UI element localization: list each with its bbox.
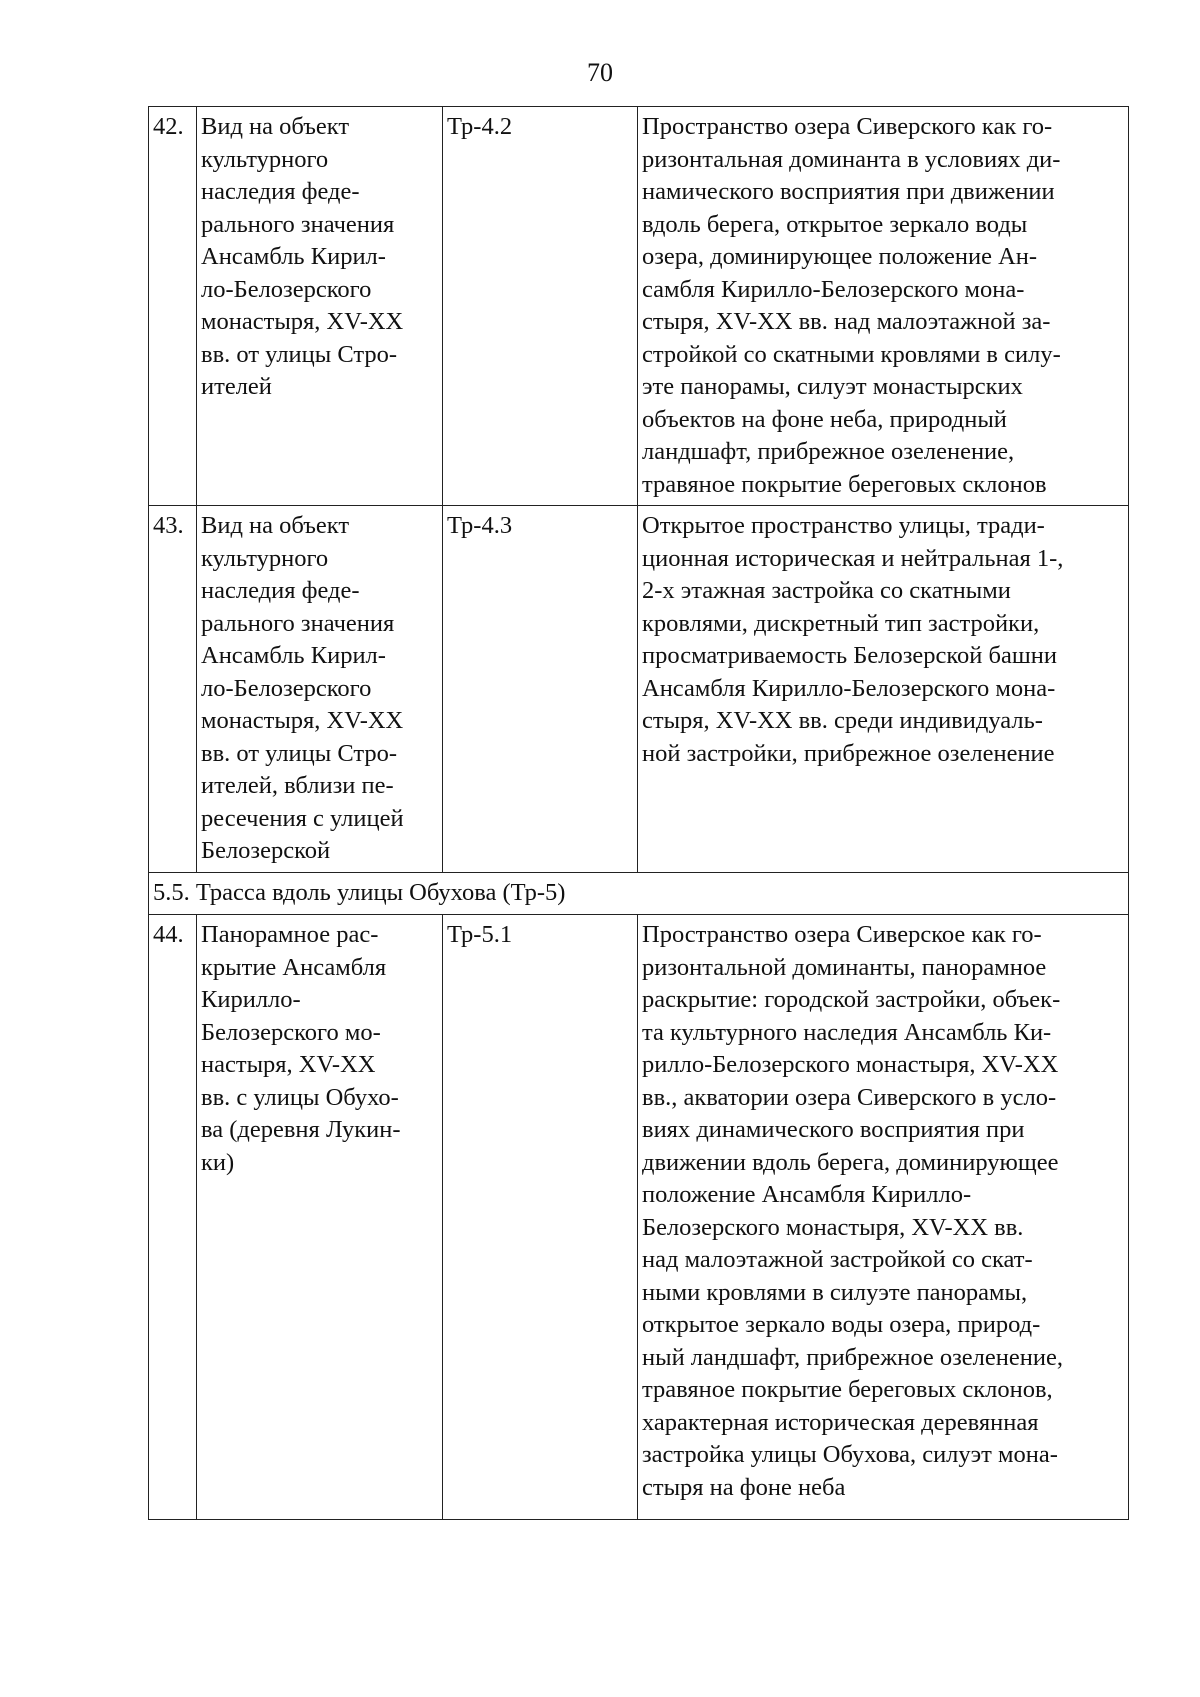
document-table: [148, 106, 1129, 1520]
table-row: [149, 915, 1129, 1520]
route-code: Тр-4.3: [443, 506, 638, 873]
section-row: [149, 873, 1129, 915]
section-heading: 5.5. Трасса вдоль улицы Обухова (Тр-5): [149, 873, 1129, 915]
object-description: Открытое пространство улицы, тради- ционная историческая и нейтральная 1-, 2-х этажная застройка со скатными кровлями, дискретный тип застройки, просматриваемость Белозерской башни Ансамбля Кирилло-Белозерского мона- стыря, XV-XX вв. среди индивидуаль- ной застройки, прибрежное озеленение: [638, 506, 1129, 873]
page-number: 70: [587, 58, 613, 87]
row-number: 43.: [149, 506, 197, 873]
object-name: Вид на объект культурного наследия феде- рального значения Ансамбль Кирил- ло-Белозерского монастыря, XV-XX вв. от улицы Стро- ителей: [197, 107, 443, 506]
table-row: [149, 107, 1129, 506]
object-name: Панорамное рас- крытие Ансамбля Кирилло- Белозерского мо- настыря, XV-XX вв. с улицы Обухо- ва (деревня Лукин- ки): [197, 915, 443, 1520]
route-code: Тр-5.1: [443, 915, 638, 1520]
row-number: 44.: [149, 915, 197, 1520]
table-row: [149, 506, 1129, 873]
object-description: Пространство озера Сиверского как го- ризонтальная доминанта в условиях ди- намического восприятия при движении вдоль берега, открытое зеркало воды озера, доминирующее положение Ан- самбля Кирилло-Белозерского мона- стыря, XV-XX вв. над малоэтажной за- стройкой со скатными кровлями в силу- эте панорамы, силуэт монастырских объектов на фоне неба, природный ландшафт, прибрежное озеленение, травяное покрытие береговых склонов: [638, 107, 1129, 506]
route-code: Тр-4.2: [443, 107, 638, 506]
row-number: 42.: [149, 107, 197, 506]
object-description: Пространство озера Сиверское как го- ризонтальной доминанты, панорамное раскрытие: городской застройки, объек- та культурного наследия Ансамбль Ки- рилло-Белозерского монастыря, XV-XX вв., акватории озера Сиверского в усло- виях динамического восприятия при движении вдоль берега, доминирующее положение Ансамбля Кирилло- Белозерского монастыря, XV-XX вв. над малоэтажной застройкой со скат- ными кровлями в силуэте панорамы, открытое зеркало воды озера, природ- ный ландшафт, прибрежное озеленение, травяное покрытие береговых склонов, характерная историческая деревянная застройка улицы Обухова, силуэт мона- стыря на фоне неба: [638, 915, 1129, 1520]
object-name: Вид на объект культурного наследия феде- рального значения Ансамбль Кирил- ло-Белозерского монастыря, XV-XX вв. от улицы Стро- ителей, вблизи пе- ресечения с улицей Белозерской: [197, 506, 443, 873]
